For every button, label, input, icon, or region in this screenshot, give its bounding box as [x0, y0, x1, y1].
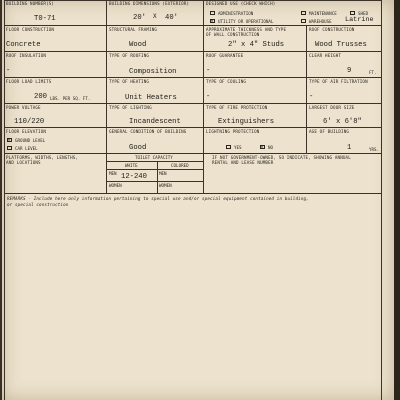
toilet-colored-header: COLORED — [171, 163, 189, 168]
structural-framing-cell — [107, 26, 204, 52]
label-warehouse: WAREHOUSE — [309, 19, 332, 24]
building-number-label: BUILDING NUMBER(S) — [6, 1, 55, 6]
roof-insulation-cell — [4, 52, 107, 78]
fire-protection-cell — [204, 104, 307, 128]
designed-use-cell — [204, 0, 382, 26]
toilet-men-white: 12-240 — [121, 173, 147, 181]
cooling-cell — [204, 78, 307, 104]
floor-load-value: 200 — [34, 93, 47, 101]
roof-guarantee-cell — [204, 52, 307, 78]
floor-construction-value: Concrete — [6, 41, 41, 49]
label-administration: ADMINISTRATION — [218, 11, 254, 16]
clear-height-label: CLEAR HEIGHT — [309, 53, 342, 58]
checkbox-lightning-no[interactable] — [260, 145, 265, 149]
air-filtration-label: TYPE OF AIR FILTRATION — [309, 79, 368, 84]
roofing-label: TYPE OF ROOFING — [109, 53, 150, 58]
clear-height-cell — [307, 52, 382, 78]
dimensions-length: 40' — [165, 14, 178, 22]
building-data-form — [4, 0, 384, 400]
lighting-cell — [107, 104, 204, 128]
floor-load-label: FLOOR LOAD LIMITS — [6, 79, 52, 84]
clear-height-value: 9 — [347, 67, 352, 75]
wall-label-2: OF WALL CONSTRUCTION — [206, 32, 260, 37]
checkbox-warehouse[interactable] — [301, 19, 306, 23]
lightning-protection-cell — [204, 128, 307, 154]
roofing-value: Composition — [129, 68, 177, 76]
checkbox-maintenance[interactable] — [301, 11, 306, 15]
largest-door-value: 6' x 6'8" — [323, 118, 362, 126]
label-lightning-yes: YES — [234, 145, 242, 150]
building-number-value: T0-71 — [34, 15, 56, 23]
largest-door-cell — [307, 104, 382, 128]
remarks-line-1: REMARKS - Include here only information pertaining to special use and/or special equipment contained in building, — [7, 196, 309, 201]
platforms-label-1: PLATFORMS, WIDTHS, LENGTHS, — [6, 155, 79, 160]
heating-label: TYPE OF HEATING — [109, 79, 150, 84]
label-shed: SHED — [358, 11, 369, 16]
checkbox-utility[interactable] — [210, 19, 215, 23]
toilet-men-label: MEN — [109, 171, 117, 176]
government-owned-cell — [204, 154, 382, 194]
remarks-cell — [4, 194, 382, 400]
roof-guarantee-label: ROOF GUARANTEE — [206, 53, 244, 58]
label-maintenance: MAINTENANCE — [309, 11, 337, 16]
lighting-value: Incandescent — [129, 118, 181, 126]
largest-door-label: LARGEST DOOR SIZE — [309, 105, 355, 110]
toilet-men-colored-label: MEN — [159, 171, 167, 176]
building-number-cell — [4, 0, 107, 26]
checkbox-administration[interactable] — [210, 11, 215, 15]
checkbox-ground-level[interactable] — [7, 138, 12, 142]
checkbox-shed[interactable] — [350, 11, 355, 15]
roof-insulation-label: ROOF INSULATION — [6, 53, 47, 58]
other-use-value: Latrine — [345, 16, 374, 24]
roof-construction-label: ROOF CONSTRUCTION — [309, 27, 355, 32]
floor-elevation-label: FLOOR ELEVATION — [6, 129, 47, 134]
dimensions-width: 20' — [133, 14, 146, 22]
toilet-mid-rule — [157, 161, 158, 193]
roof-construction-cell — [307, 26, 382, 52]
condition-label: GENERAL CONDITION OF BUILDING — [109, 129, 187, 134]
background-edge — [394, 0, 400, 400]
air-filtration-value: - — [309, 93, 314, 101]
condition-value: Good — [129, 144, 147, 152]
roof-guarantee-value: - — [206, 67, 211, 75]
label-ground-level: GROUND LEVEL — [15, 138, 46, 143]
age-unit: YRS. — [369, 147, 380, 152]
toilet-rule-1 — [107, 161, 203, 162]
structural-framing-label: STRUCTURAL FRAMING — [109, 27, 158, 32]
platforms-label-2: AND LOCATIONS — [6, 160, 41, 165]
toilet-white-header: WHITE — [125, 163, 138, 168]
designed-use-label: DESIGNED USE (CHECK WHICH) — [206, 1, 276, 6]
age-label: AGE OF BUILDING — [309, 129, 350, 134]
cooling-label: TYPE OF COOLING — [206, 79, 247, 84]
roofing-cell — [107, 52, 204, 78]
clear-height-unit: FT. — [369, 70, 377, 75]
label-car-level: CAR LEVEL — [15, 146, 38, 151]
dimensions-label: BUILDING DIMENSIONS (EXTERIOR) — [109, 1, 190, 6]
fire-protection-value: Extinguishers — [218, 118, 275, 126]
air-filtration-cell — [307, 78, 382, 104]
age-value: 1 — [347, 144, 352, 152]
wall-construction-cell — [204, 26, 307, 52]
power-voltage-value: 110/220 — [14, 118, 45, 126]
remarks-line-2: or special construction — [7, 202, 69, 207]
age-cell — [307, 128, 382, 154]
label-utility: UTILITY OR OPERATIONAL — [218, 19, 274, 24]
structural-framing-value: Wood — [129, 41, 147, 49]
checkbox-car-level[interactable] — [7, 146, 12, 150]
heating-value: Unit Heaters — [125, 94, 177, 102]
condition-cell — [107, 128, 204, 154]
power-voltage-cell — [4, 104, 107, 128]
wall-value: 2" x 4" Studs — [228, 41, 285, 49]
fire-protection-label: TYPE OF FIRE PROTECTION — [206, 105, 268, 110]
lightning-label: LIGHTNING PROTECTION — [206, 129, 260, 134]
roof-construction-value: Wood Trusses — [315, 41, 367, 49]
label-lightning-no: NO — [268, 145, 274, 150]
toilet-women-colored-label: WOMEN — [159, 183, 172, 188]
floor-load-unit: LBS. PER SQ. FT. — [50, 96, 91, 101]
dimensions-times: X — [153, 13, 157, 20]
checkbox-lightning-yes[interactable] — [226, 145, 231, 149]
government-label-1: IF NOT GOVERNMENT-OWNED, SO INDICATE, SHOWING ANNUAL — [212, 155, 351, 160]
toilet-capacity-label: TOILET CAPACITY — [135, 155, 173, 160]
floor-elevation-cell — [4, 128, 107, 154]
toilet-capacity-cell — [107, 154, 204, 194]
floor-load-cell — [4, 78, 107, 104]
toilet-rule-3 — [107, 181, 203, 182]
power-voltage-label: POWER VOLTAGE — [6, 105, 41, 110]
toilet-rule-2 — [107, 169, 203, 170]
heating-cell — [107, 78, 204, 104]
dimensions-cell — [107, 0, 204, 26]
platforms-cell — [4, 154, 107, 194]
floor-construction-cell — [4, 26, 107, 52]
government-label-2: RENTAL AND LEASE NUMBER — [212, 160, 274, 165]
toilet-women-label: WOMEN — [109, 183, 122, 188]
cooling-value: - — [206, 93, 211, 101]
roof-insulation-value: - — [6, 67, 11, 75]
wall-label-1: APPROXIMATE THICKNESS AND TYPE — [206, 27, 287, 32]
lighting-label: TYPE OF LIGHTING — [109, 105, 152, 110]
floor-construction-label: FLOOR CONSTRUCTION — [6, 27, 55, 32]
